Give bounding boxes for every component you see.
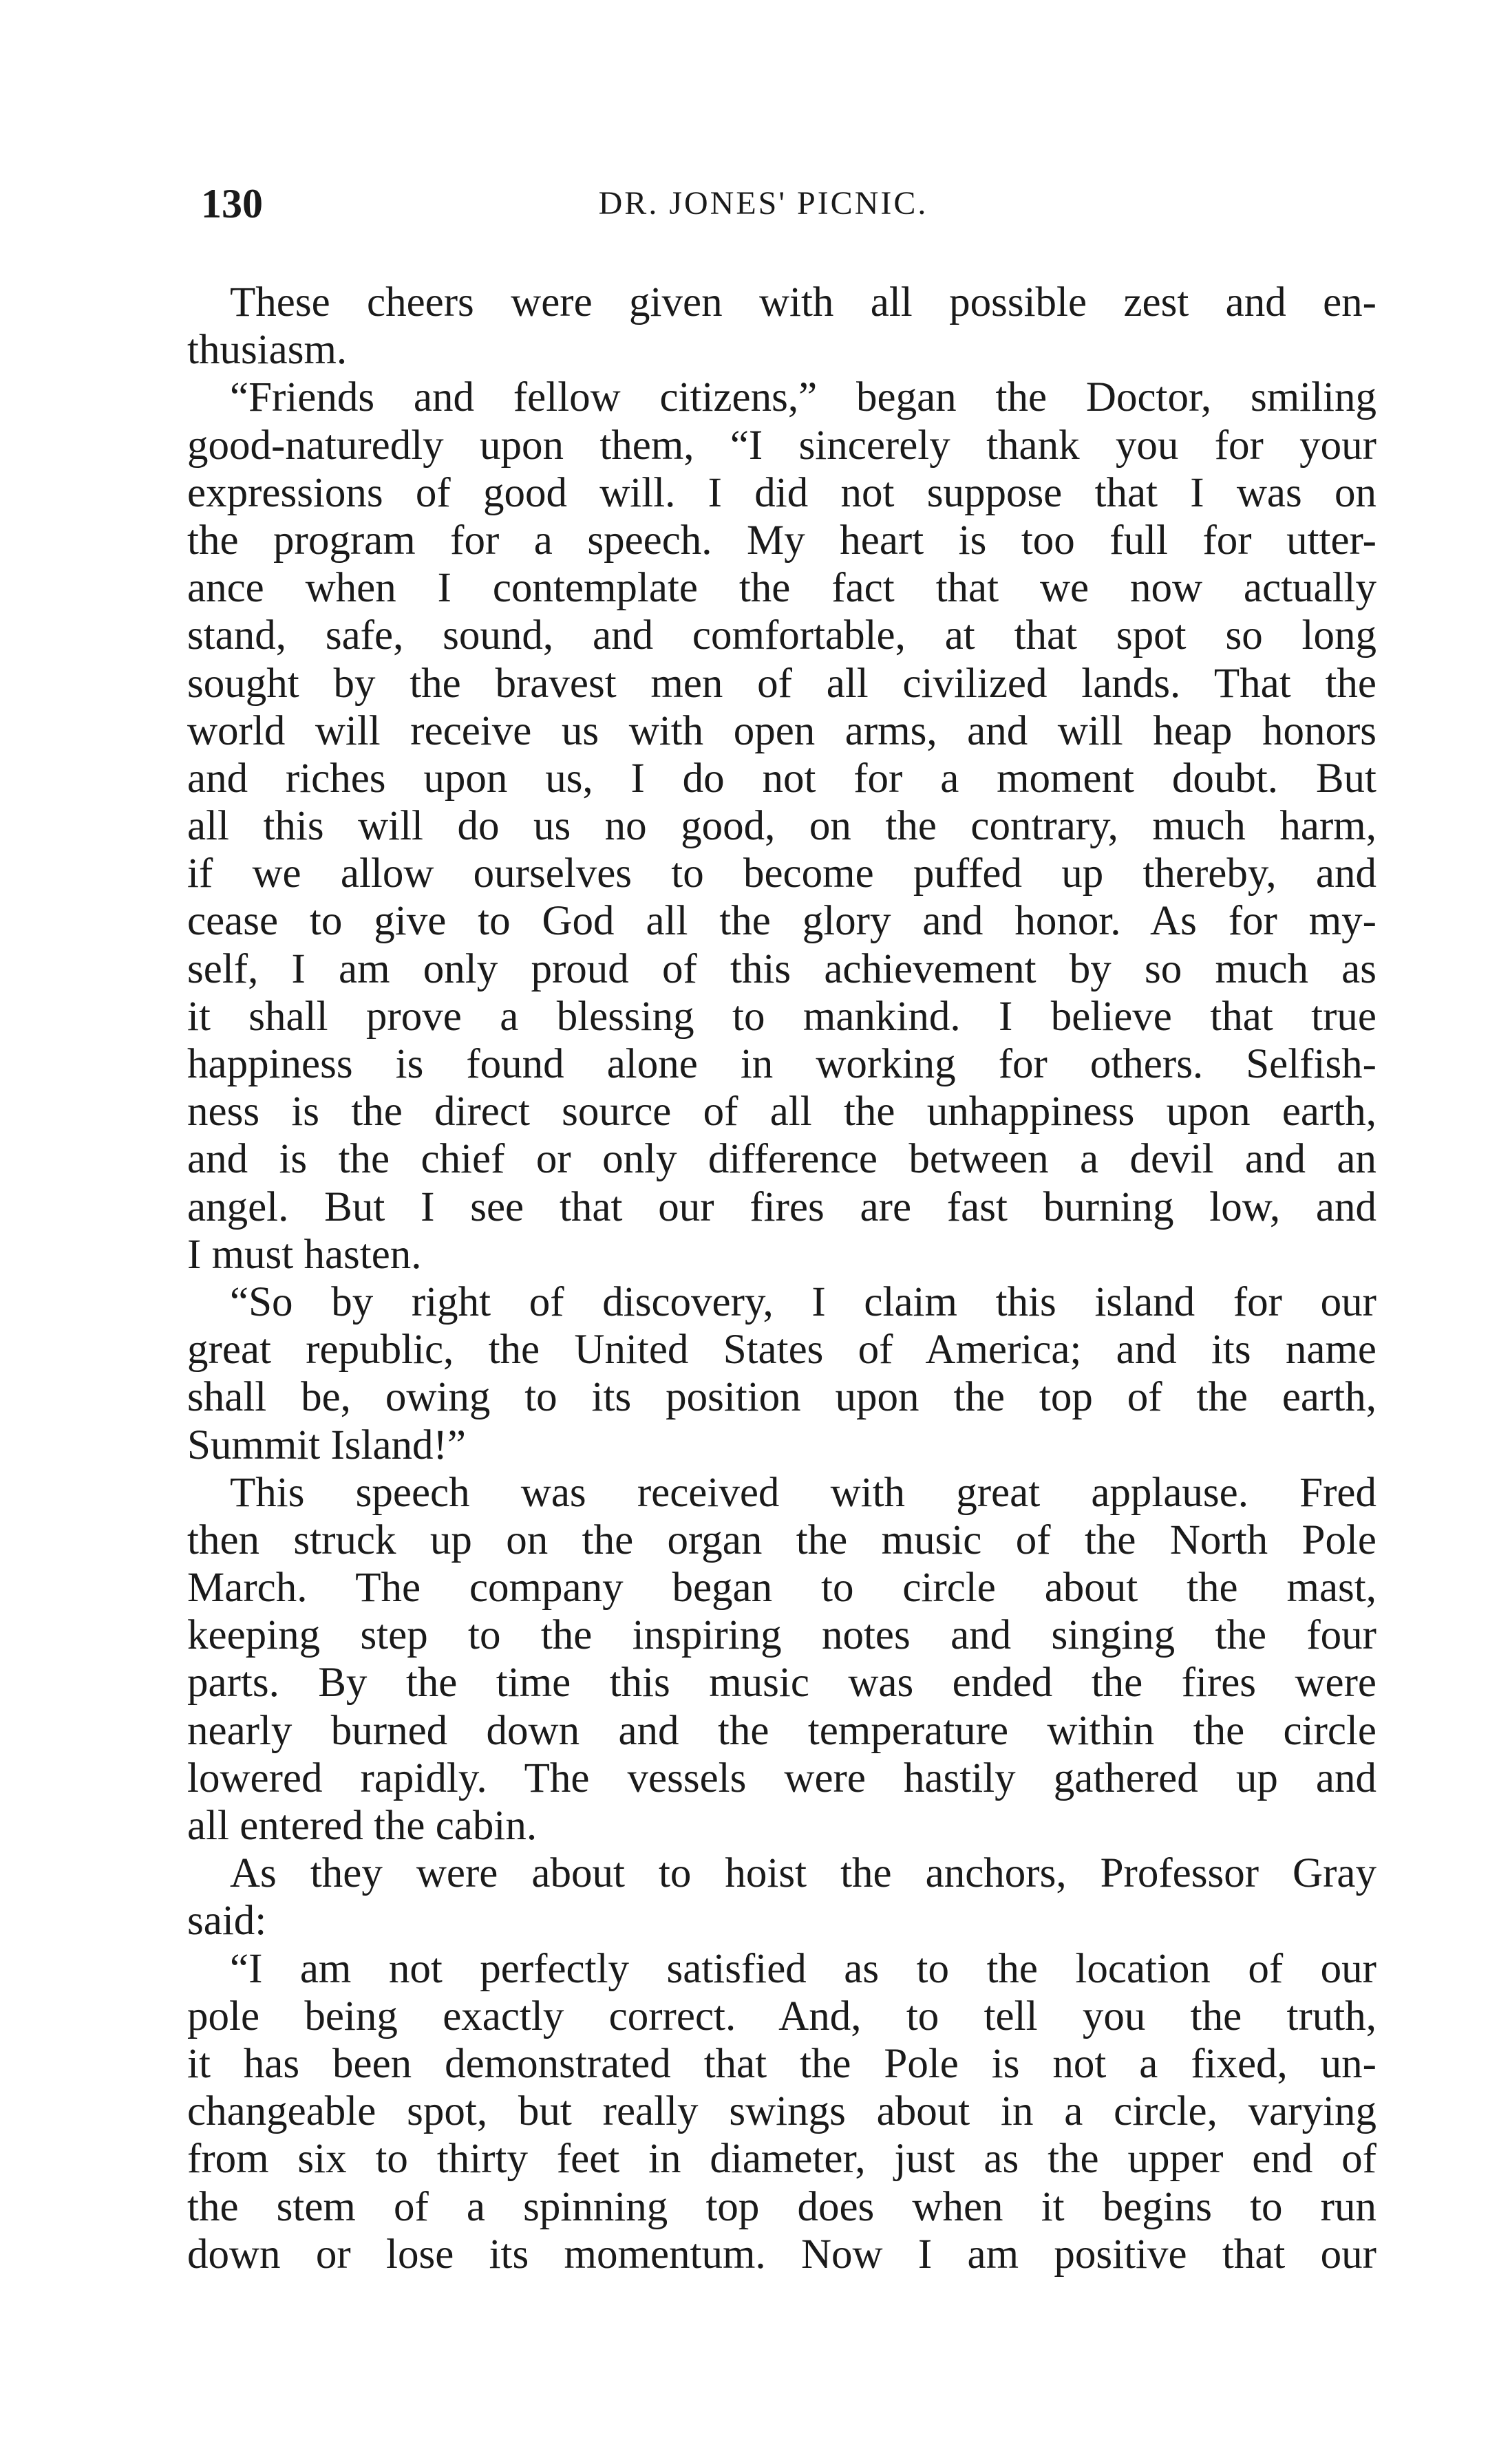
text-line: all this will do us no good, on the contrary, much harm, xyxy=(187,803,1376,850)
text-line: said: xyxy=(187,1898,267,1945)
text-line: if we allow ourselves to become puffed up thereby, and xyxy=(187,850,1376,897)
text-line: I must hasten. xyxy=(187,1231,422,1278)
text-line: from six to thirty feet in diameter, just as the upper end of xyxy=(187,2136,1376,2183)
text-line: down or lose its momentum. Now I am positive that our xyxy=(187,2231,1376,2278)
text-line: “I am not perfectly satisfied as to the location of our xyxy=(230,1945,1376,1992)
text-line: cease to give to God all the glory and honor. As for my- xyxy=(187,898,1376,945)
text-line: thusiasm. xyxy=(187,327,348,374)
running-title: DR. JONES' PICNIC. xyxy=(598,185,928,222)
text-line: lowered rapidly. The vessels were hastily gathered up and xyxy=(187,1755,1376,1801)
text-line: shall be, owing to its position upon the top of the earth, xyxy=(187,1374,1376,1421)
text-line: keeping step to the inspiring notes and singing the four xyxy=(187,1612,1376,1659)
text-line: and is the chief or only difference between a devil and an xyxy=(187,1136,1376,1183)
text-line: then struck up on the organ the music of the North Pole xyxy=(187,1517,1376,1563)
text-line: and riches upon us, I do not for a moment doubt. But xyxy=(187,755,1376,802)
text-line: “Friends and fellow citizens,” began the Doctor, smiling xyxy=(230,374,1376,421)
text-line: the stem of a spinning top does when it begins to run xyxy=(187,2183,1376,2230)
text-line: stand, safe, sound, and comfortable, at that spot so long xyxy=(187,612,1376,659)
text-line: sought by the bravest men of all civilized lands. That the xyxy=(187,660,1376,707)
text-line: it has been demonstrated that the Pole is not a fixed, un- xyxy=(187,2040,1376,2087)
text-line: the program for a speech. My heart is too full for utter- xyxy=(187,517,1376,564)
page-body xyxy=(187,279,1376,2278)
text-line: As they were about to hoist the anchors, Professor Gray xyxy=(230,1850,1376,1897)
text-line: “So by right of discovery, I claim this island for our xyxy=(230,1278,1376,1325)
text-line: nearly burned down and the temperature within the circle xyxy=(187,1707,1376,1754)
text-line: These cheers were given with all possible zest and en- xyxy=(230,279,1376,325)
text-line: all entered the cabin. xyxy=(187,1803,538,1849)
text-line: it shall prove a blessing to mankind. I believe that true xyxy=(187,993,1376,1040)
text-line: pole being exactly correct. And, to tell you the truth, xyxy=(187,1993,1376,2039)
text-line: angel. But I see that our fires are fast burning low, and xyxy=(187,1183,1376,1230)
text-line: March. The company began to circle about the mast, xyxy=(187,1565,1376,1611)
text-line: self, I am only proud of this achievement by so much as xyxy=(187,945,1376,992)
text-line: changeable spot, but really swings about in a circle, varying xyxy=(187,2088,1376,2135)
text-line: ance when I contemplate the fact that we now actually xyxy=(187,565,1376,612)
text-line: great republic, the United States of America; and its name xyxy=(187,1327,1376,1373)
text-line: world will receive us with open arms, and will heap honors xyxy=(187,707,1376,754)
text-line: expressions of good will. I did not suppose that I was on xyxy=(187,469,1376,516)
text-line: This speech was received with great applause. Fred xyxy=(230,1469,1376,1516)
page-number: 130 xyxy=(201,181,263,226)
text-line: good-naturedly upon them, “I sincerely thank you for your xyxy=(187,422,1376,469)
text-line: ness is the direct source of all the unhappiness upon earth, xyxy=(187,1089,1376,1135)
text-line: parts. By the time this music was ended the fires were xyxy=(187,1660,1376,1706)
text-line: happiness is found alone in working for others. Selfish- xyxy=(187,1041,1376,1087)
text-line: Summit Island!” xyxy=(187,1422,466,1468)
